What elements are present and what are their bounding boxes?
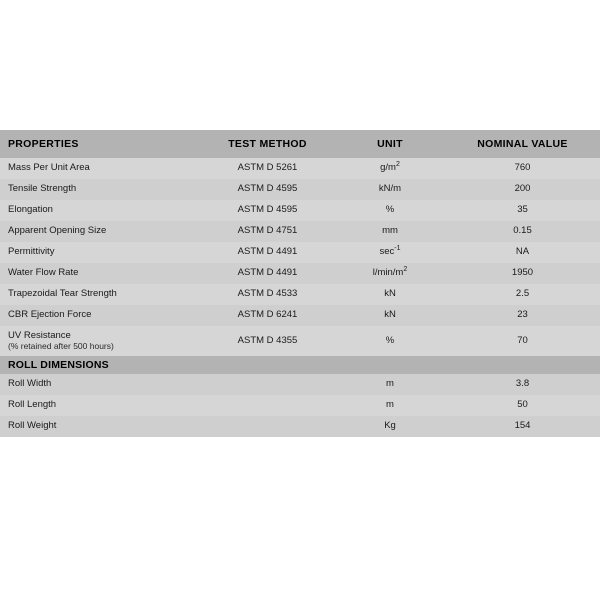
table-row bbox=[0, 263, 600, 284]
cell-test-method bbox=[200, 395, 335, 416]
table-row bbox=[0, 305, 600, 326]
unit-text: m bbox=[386, 399, 394, 411]
cell-property: Permittivity bbox=[0, 242, 200, 263]
cell-unit bbox=[335, 284, 445, 305]
cell-nominal-value: 154 bbox=[445, 416, 600, 437]
cell-unit bbox=[335, 158, 445, 179]
cell-nominal-value: 35 bbox=[445, 200, 600, 221]
cell-unit bbox=[335, 200, 445, 221]
property-label: UV Resistance bbox=[8, 329, 71, 341]
cell-unit bbox=[335, 263, 445, 284]
cell-property: Roll Width bbox=[0, 374, 200, 395]
cell-property: Elongation bbox=[0, 200, 200, 221]
cell-test-method: ASTM D 4751 bbox=[200, 221, 335, 242]
unit-exponent: 2 bbox=[395, 160, 400, 168]
cell-nominal-value: 70 bbox=[445, 326, 600, 356]
specification-table bbox=[0, 130, 600, 437]
table-row bbox=[0, 416, 600, 437]
table-row bbox=[0, 374, 600, 395]
table-row bbox=[0, 200, 600, 221]
unit-text: kN bbox=[384, 309, 396, 321]
cell-nominal-value: 3.8 bbox=[445, 374, 600, 395]
cell-unit bbox=[335, 326, 445, 356]
section-header-row bbox=[0, 356, 600, 374]
cell-unit bbox=[335, 395, 445, 416]
column-header-properties: PROPERTIES bbox=[0, 130, 200, 158]
cell-test-method: ASTM D 4355 bbox=[200, 326, 335, 356]
table-row bbox=[0, 284, 600, 305]
unit-text: sec bbox=[379, 246, 395, 258]
unit-text: Kg bbox=[384, 420, 396, 432]
cell-test-method: ASTM D 4595 bbox=[200, 179, 335, 200]
unit-text: kN bbox=[384, 288, 396, 300]
cell-property: Roll Weight bbox=[0, 416, 200, 437]
table-row bbox=[0, 179, 600, 200]
cell-unit bbox=[335, 374, 445, 395]
cell-unit bbox=[335, 179, 445, 200]
cell-property: CBR Ejection Force bbox=[0, 305, 200, 326]
table-header bbox=[0, 130, 600, 158]
cell-nominal-value: 50 bbox=[445, 395, 600, 416]
table-row bbox=[0, 242, 600, 263]
section-header-label: ROLL DIMENSIONS bbox=[0, 356, 600, 374]
cell-unit bbox=[335, 416, 445, 437]
cell-property: Trapezoidal Tear Strength bbox=[0, 284, 200, 305]
cell-nominal-value: 23 bbox=[445, 305, 600, 326]
property-note: (% retained after 500 hours) bbox=[8, 340, 114, 351]
table-row bbox=[0, 326, 600, 356]
column-header-nominal-value: NOMINAL VALUE bbox=[445, 130, 600, 158]
cell-test-method bbox=[200, 416, 335, 437]
cell-test-method: ASTM D 4491 bbox=[200, 263, 335, 284]
cell-nominal-value: 0.15 bbox=[445, 221, 600, 242]
cell-nominal-value: 1950 bbox=[445, 263, 600, 284]
cell-property bbox=[0, 326, 200, 356]
cell-property: Roll Length bbox=[0, 395, 200, 416]
cell-property: Mass Per Unit Area bbox=[0, 158, 200, 179]
cell-property: Apparent Opening Size bbox=[0, 221, 200, 242]
cell-test-method: ASTM D 5261 bbox=[200, 158, 335, 179]
cell-property: Tensile Strength bbox=[0, 179, 200, 200]
table-row bbox=[0, 158, 600, 179]
table-body bbox=[0, 158, 600, 437]
cell-unit bbox=[335, 221, 445, 242]
cell-test-method: ASTM D 4595 bbox=[200, 200, 335, 221]
unit-text: mm bbox=[382, 225, 398, 237]
unit-text: % bbox=[385, 334, 395, 346]
cell-nominal-value: 2.5 bbox=[445, 284, 600, 305]
unit-text: m bbox=[386, 378, 394, 390]
unit-text: l/min/m bbox=[372, 267, 404, 279]
unit-text: kN/m bbox=[378, 183, 402, 195]
unit-text: g/m bbox=[380, 162, 396, 174]
cell-nominal-value: NA bbox=[445, 242, 600, 263]
cell-property: Water Flow Rate bbox=[0, 263, 200, 284]
table-row bbox=[0, 395, 600, 416]
cell-nominal-value: 760 bbox=[445, 158, 600, 179]
header-row bbox=[0, 130, 600, 158]
spec-sheet bbox=[0, 130, 600, 437]
cell-test-method: ASTM D 6241 bbox=[200, 305, 335, 326]
cell-unit bbox=[335, 305, 445, 326]
cell-nominal-value: 200 bbox=[445, 179, 600, 200]
cell-test-method: ASTM D 4491 bbox=[200, 242, 335, 263]
cell-test-method: ASTM D 4533 bbox=[200, 284, 335, 305]
unit-exponent: 2 bbox=[403, 265, 408, 273]
cell-test-method bbox=[200, 374, 335, 395]
cell-unit bbox=[335, 242, 445, 263]
column-header-unit: UNIT bbox=[335, 130, 445, 158]
column-header-test-method: TEST METHOD bbox=[200, 130, 335, 158]
unit-text: % bbox=[385, 204, 395, 216]
table-row bbox=[0, 221, 600, 242]
unit-exponent: -1 bbox=[394, 244, 401, 252]
